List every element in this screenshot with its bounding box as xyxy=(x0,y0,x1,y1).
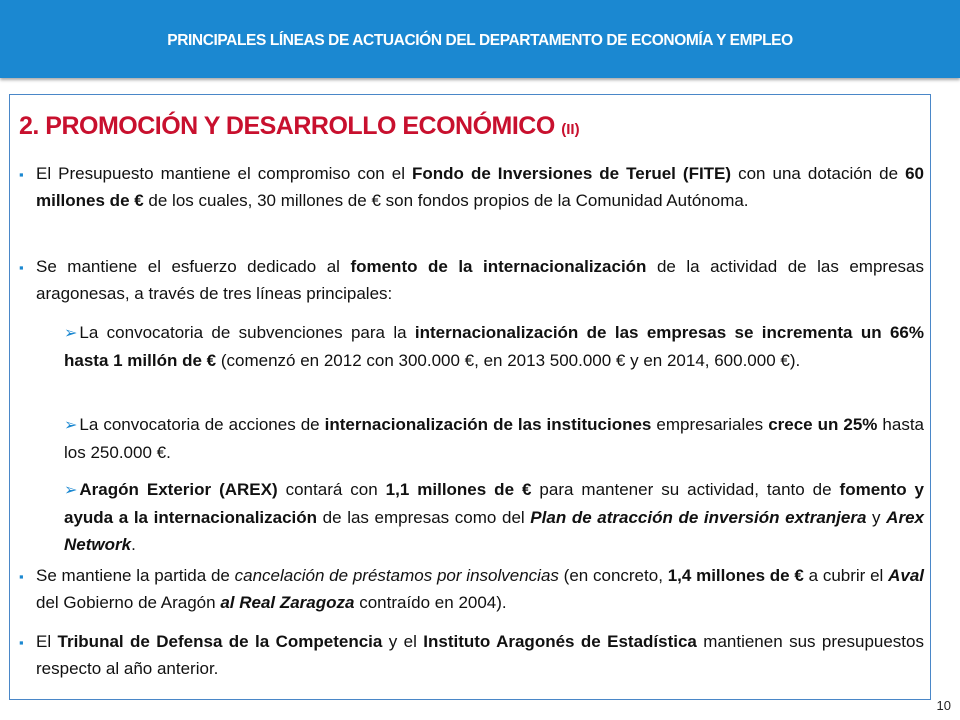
bold-text: 60 millones de € xyxy=(36,164,924,210)
subitem-arex xyxy=(64,476,924,558)
text: Se mantiene el esfuerzo dedicado al xyxy=(36,257,351,276)
bold-text: Fondo de Inversiones de Teruel (FITE) xyxy=(412,164,732,183)
text: a cubrir el xyxy=(803,566,889,585)
bold-text: fomento y ayuda a la internacionalización xyxy=(64,480,925,527)
bold-text: fomento de la internacionalización xyxy=(350,257,647,276)
text: de las empresas como del xyxy=(317,508,531,527)
bold-text: Instituto Aragonés de Estadística xyxy=(423,632,697,651)
text: mantienen sus presupuestos respecto al año anterior. xyxy=(36,632,924,678)
bold-text: crece un 25% xyxy=(768,415,878,434)
bold-text: internacionalización de las empresas se incrementa un 66% hasta 1 millón de € xyxy=(64,323,924,370)
paragraph-fite xyxy=(36,160,924,214)
text: (comenzó en 2012 con 300.000 €, en 2013 500.000 € y en 2014, 600.000 €). xyxy=(216,351,801,370)
subitem-subvenciones xyxy=(64,319,924,374)
text: . xyxy=(131,535,136,554)
section-title-text: 2. PROMOCIÓN Y DESARROLLO ECONÓMICO xyxy=(19,112,555,140)
bullet-icon: ▪ xyxy=(19,260,24,275)
text: para mantener su actividad, tanto de xyxy=(531,480,840,499)
paragraph-internacionalizacion xyxy=(36,253,924,307)
header-bar xyxy=(0,0,960,78)
text: del Gobierno de Aragón xyxy=(36,593,221,612)
bold-text: Tribunal de Defensa de la Competencia xyxy=(57,632,383,651)
bold-italic-text: al Real Zaragoza xyxy=(220,593,355,612)
subitem-instituciones xyxy=(64,411,924,466)
text: contraído en 2004). xyxy=(354,593,507,612)
bold-italic-text: Arex Network xyxy=(64,508,924,554)
paragraph-prestamos xyxy=(36,562,924,616)
paragraph-tribunal xyxy=(36,628,924,682)
text: empresariales xyxy=(651,415,769,434)
text: El xyxy=(36,632,58,651)
bullet-icon: ▪ xyxy=(19,569,24,584)
text: hasta los 250.000 €. xyxy=(64,415,925,462)
text: de los cuales, 30 millones de € son fondos propios de la Comunidad Autónoma. xyxy=(143,191,749,210)
text: La convocatoria de subvenciones para la xyxy=(79,323,415,342)
bold-text: 1,1 millones de € xyxy=(385,480,532,499)
text: con una dotación de xyxy=(731,164,906,183)
text: contará con xyxy=(277,480,386,499)
text: y xyxy=(866,508,887,527)
arrow-bullet-icon: ➢ xyxy=(64,417,78,434)
bold-text: 1,4 millones de € xyxy=(667,566,804,585)
bold-italic-text: Plan de atracción de inversión extranjera xyxy=(530,508,867,527)
arrow-bullet-icon: ➢ xyxy=(64,482,78,499)
text: La convocatoria de acciones de xyxy=(79,415,325,434)
bold-text: internacionalización de las instituciones xyxy=(324,415,652,434)
text: (en concreto, xyxy=(558,566,668,585)
page-number: 10 xyxy=(936,698,951,713)
text: Se mantiene la partida de xyxy=(36,566,235,585)
italic-text: cancelación de préstamos por insolvencias xyxy=(234,566,559,585)
section-title xyxy=(19,112,580,141)
arrow-bullet-icon: ➢ xyxy=(64,325,78,342)
section-title-suffix: (II) xyxy=(561,121,580,138)
text: El Presupuesto mantiene el compromiso con el xyxy=(36,164,413,183)
bold-italic-text: Aval xyxy=(888,566,925,585)
bullet-icon: ▪ xyxy=(19,635,24,650)
header-title: PRINCIPALES LÍNEAS DE ACTUACIÓN DEL DEPARTAMENTO DE ECONOMÍA Y EMPLEO xyxy=(167,32,793,49)
text: de la actividad de las empresas aragonesas, a través de tres líneas principales: xyxy=(36,257,924,303)
bullet-icon: ▪ xyxy=(19,167,24,182)
bold-text: Aragón Exterior (AREX) xyxy=(79,480,278,499)
text: y el xyxy=(382,632,424,651)
